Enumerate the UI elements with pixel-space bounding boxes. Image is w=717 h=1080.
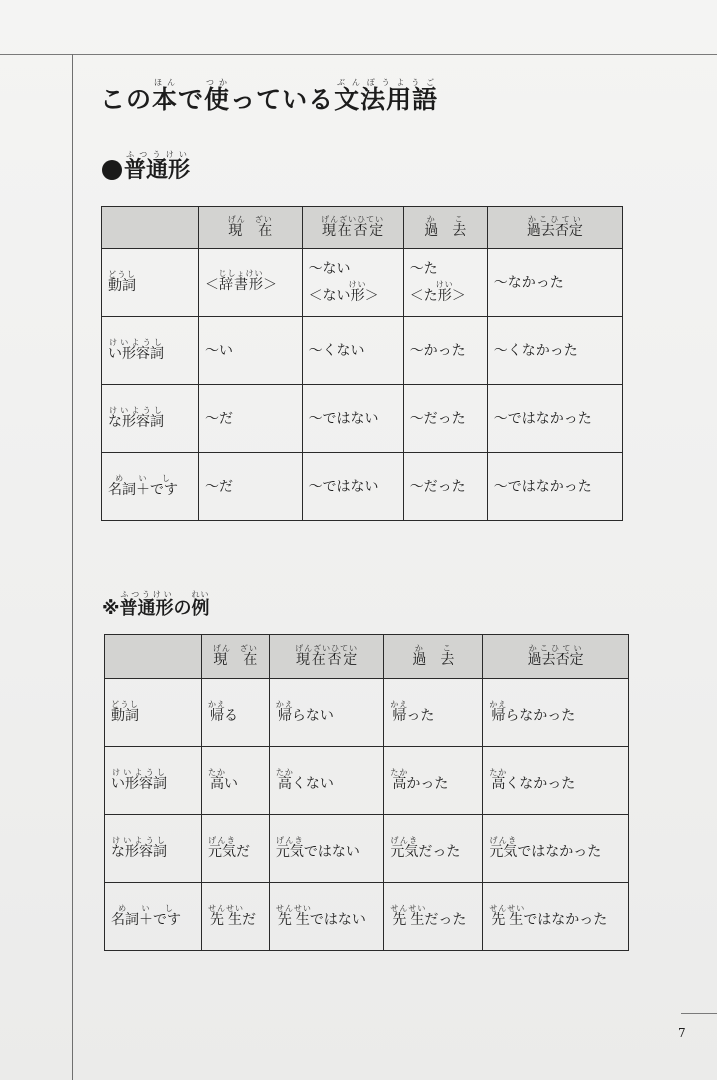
table-cell [202,815,270,883]
table-cell [483,883,629,951]
cell-line: 〜だった [409,478,466,495]
row-header-label: い形容詞けいようし [108,338,164,362]
table-cell [403,385,487,453]
title-segment: 文法用語ぶんぽうようご [334,78,439,114]
cell-segment: 元気げんき [489,836,518,860]
cell-line: 〜ではない [308,410,379,427]
heading-segment: 普通形ふつうけい [124,150,191,183]
row-header-label: な形容詞けいようし [108,406,164,430]
cell-segment: る [224,708,238,724]
table-cell [302,249,403,317]
cell-segment: らない [291,708,334,724]
table-cell [483,747,629,815]
cell-segment: った [406,708,435,724]
cell-segment: らなかった [505,708,576,724]
cell-ruby: 辞書形じしょけい [218,269,264,293]
table-cell [269,747,384,815]
page-title [100,78,438,116]
column-header [403,207,487,249]
row-header [105,679,202,747]
heading-segment: 例れい [191,590,210,619]
table-cell [384,883,483,951]
row-header-label: い形容詞けいようし [111,768,167,792]
cell-segment: 帰かえ [390,700,409,724]
cell-form-name: ＜ない形けい＞ [308,280,379,304]
table-row [105,679,629,747]
cell-line: 〜ではなかった [493,410,592,427]
cell-line: 〜ではなかった [493,478,592,495]
cell-segment: くない [291,776,334,792]
row-header-label: 名詞＋ですめいし [111,904,181,928]
column-header-label: 過 去か こ [424,215,467,239]
row-header-label: 動詞どうし [111,700,139,724]
title-segment: っている [230,85,335,114]
cell-line: 〜だった [409,410,466,427]
cell-segment: だった [418,844,461,860]
table-row [105,883,629,951]
column-header [384,635,483,679]
table-row [102,317,623,385]
column-header-label: 現 在げん ざい [212,644,258,668]
cell-line: 〜だ [205,410,233,427]
heading-segment: ※ [102,598,120,619]
cell-segment: だ [236,844,250,860]
table-cell [384,747,483,815]
cell-line: 〜かった [409,342,466,359]
cell-segment: 帰かえ [489,700,508,724]
cell-segment: ではない [303,844,360,860]
column-header [487,207,622,249]
table-cell [487,385,622,453]
cell-segment: ではない [309,912,366,928]
title-segment: 本ほん [152,78,179,114]
cell-form-name: ＜辞書形じしょけい＞ [205,269,277,293]
column-header [483,635,629,679]
table-cell [487,249,622,317]
bullet-icon [102,160,122,180]
column-header-label: 現在否定げんざいひてい [321,215,385,239]
cell-segment: 元気げんき [275,836,304,860]
table-cell [302,385,403,453]
heading-segment: 普通形ふつうけい [119,590,174,619]
table-row [102,453,623,521]
plain-form-examples-table [104,634,629,951]
row-header [105,883,202,951]
table-cell [202,679,270,747]
table-cell [269,679,384,747]
cell-segment: い [224,776,238,792]
section-heading-examples [102,590,210,620]
table-cell [384,815,483,883]
column-header [302,207,403,249]
cell-line: 〜い [205,342,233,359]
cell-segment: ではなかった [523,912,608,928]
cell-line: 〜た [409,261,438,277]
column-header-label: 過去否定かこひてい [526,215,583,239]
cell-line: 〜くなかった [493,342,578,359]
row-header [102,453,199,521]
table-cell [202,883,270,951]
table-cell [269,883,384,951]
table-cell [384,679,483,747]
cell-segment: だった [424,912,467,928]
page-number: 7 [678,1026,686,1040]
cell-segment: 帰かえ [208,700,226,724]
cell-ruby: 形けい [348,280,367,304]
cell-segment: 高たか [489,768,508,792]
cell-line: 〜ではない [308,478,379,495]
column-header [202,635,270,679]
left-margin-rule [72,54,73,1080]
column-header-label: 現 在げん ざい [227,215,273,239]
cell-segment: 高たか [208,768,226,792]
table-cell [302,453,403,521]
cell-line: 〜だ [205,478,233,495]
cell-line: 〜ない [308,261,351,277]
plain-form-table [101,206,623,521]
table-cell [403,453,487,521]
title-segment: で [178,85,205,114]
table-cell [487,317,622,385]
table-row [102,249,623,317]
cell-form-name: ＜た形けい＞ [409,280,466,304]
cell-segment: 高たか [275,768,294,792]
cell-segment: 高たか [390,768,409,792]
table-cell [487,453,622,521]
cell-segment: 元気げんき [208,836,236,860]
row-header-label: 動詞どうし [108,270,136,294]
table-cell [302,317,403,385]
row-header [105,815,202,883]
cell-segment: 先生せんせい [275,904,312,928]
table-cell [269,815,384,883]
cell-ruby: 形けい [435,280,454,304]
table-row [105,815,629,883]
title-segment: 使つか [204,78,231,114]
row-header [102,249,199,317]
row-header [105,747,202,815]
table-cell [199,249,303,317]
cell-line: 〜なかった [493,274,564,291]
column-header [199,207,303,249]
table-cell [403,249,487,317]
column-header-label: 現在否定げんざいひてい [295,644,359,668]
table-cell [199,317,303,385]
row-header [102,385,199,453]
column-header [269,635,384,679]
top-rule [0,54,717,55]
corner-cell [102,207,199,249]
row-header-label: 名詞＋ですめいし [108,474,178,498]
cell-segment: ではなかった [517,844,602,860]
table-cell [199,453,303,521]
cell-line: 〜くない [308,342,365,359]
row-header-label: な形容詞けいようし [111,836,167,860]
column-header-label: 過 去か こ [412,644,455,668]
table-cell [199,385,303,453]
cell-segment: だ [242,912,256,928]
cell-segment: 帰かえ [275,700,294,724]
cell-segment: 先生せんせい [390,904,427,928]
column-header-label: 過去否定かこひてい [527,644,584,668]
cell-segment: 元気げんき [390,836,419,860]
table-cell [403,317,487,385]
table-cell [483,679,629,747]
cell-segment: かった [406,776,449,792]
bottom-rule [681,1013,717,1014]
table-row [102,385,623,453]
row-header [102,317,199,385]
table-row [105,747,629,815]
heading-segment: の [173,598,192,619]
section-heading-text [124,150,191,183]
cell-segment: 先生せんせい [489,904,526,928]
cell-segment: 先生せんせい [208,904,244,928]
section-heading-futsuukei [102,150,190,184]
table-cell [202,747,270,815]
corner-cell [105,635,202,679]
title-segment: この [100,85,153,114]
table-cell [483,815,629,883]
cell-segment: くなかった [505,776,576,792]
